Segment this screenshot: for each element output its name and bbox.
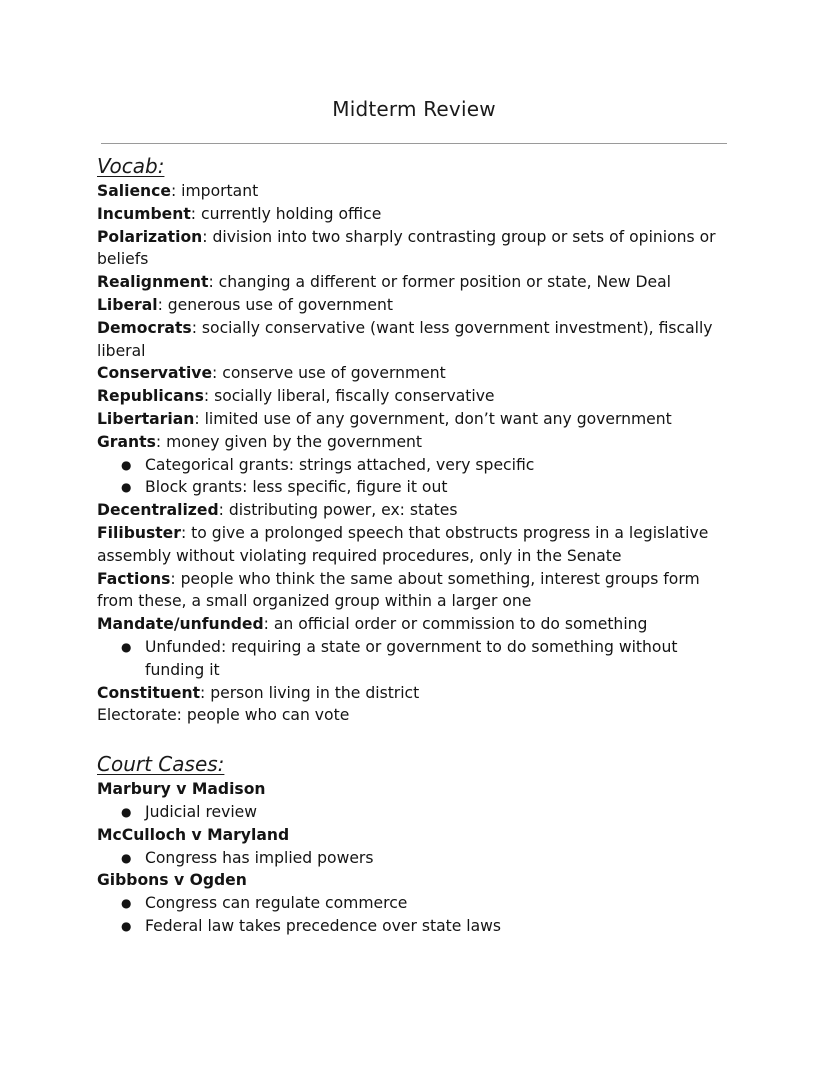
vocab-entry [97,499,733,522]
bullet-text: Judicial review [145,802,258,821]
vocab-heading: Vocab: [97,154,165,178]
vocab-term: Incumbent [97,204,191,223]
bullet-text: Unfunded: requiring a state or government to do something without funding it [145,637,678,679]
mandate-bullet-list [97,636,733,682]
vocab-definition: Electorate: people who can vote [97,706,350,725]
grants-bullet-list [97,454,733,500]
vocab-definition: : socially conservative (want less government investment), fiscally liberal [97,318,713,360]
title-divider [101,143,727,144]
case-title: Marbury v Madison [97,780,266,799]
vocab-definition: : socially liberal, fiscally conservative [203,387,495,406]
vocab-term: Democrats [97,318,192,337]
bullet-item [121,801,733,824]
vocab-entry [97,431,733,454]
page-title: Midterm Review [332,97,496,121]
vocab-term: Republicans [97,387,204,406]
vocab-definition: : generous use of government [157,295,393,314]
vocab-term: Constituent [97,683,201,702]
vocab-term: Liberal [97,295,158,314]
vocab-definition: : changing a different or former position or state, New Deal [208,273,671,292]
vocab-definition: : person living in the district [200,683,420,702]
vocab-entry [97,226,733,272]
bullet-dot-icon: ● [121,804,132,819]
case-title: Gibbons v Ogden [97,871,247,890]
vocab-entry [97,385,733,408]
bullet-dot-icon: ● [121,896,132,911]
vocab-term: Filibuster [97,523,181,542]
vocab-term: Mandate/unfunded [97,615,264,634]
vocab-entry [97,317,733,363]
vocab-definition: : conserve use of government [212,364,446,383]
bullet-text: Categorical grants: strings attached, very specific [145,455,535,474]
vocab-definition: : an official order or commission to do something [263,615,648,634]
vocab-term: Realignment [97,273,209,292]
vocab-entry [97,271,733,294]
vocab-definition: : distributing power, ex: states [218,501,458,520]
vocab-definition: : money given by the government [155,432,423,451]
bullet-dot-icon: ● [121,850,132,865]
bullet-item [121,454,733,477]
vocab-entry [97,408,733,431]
bullet-dot-icon: ● [121,480,132,495]
bullet-text: Congress can regulate commerce [145,894,408,913]
vocab-entry [97,568,733,614]
vocab-definition: : to give a prolonged speech that obstructs progress in a legislative assembly without violating required procedures, only in the Senate [97,523,709,565]
vocab-term: Factions [97,569,171,588]
court-cases-heading: Court Cases: [97,752,225,777]
vocab-entry [97,682,733,705]
bullet-text: Block grants: less specific, figure it out [145,478,448,497]
vocab-entry [97,294,733,317]
bullet-text: Federal law takes precedence over state laws [145,916,502,935]
vocab-term: Decentralized [97,501,219,520]
case-bullet-list [97,847,733,870]
bullet-dot-icon: ● [121,639,132,654]
vocab-entry [97,704,733,727]
bullet-dot-icon: ● [121,918,132,933]
vocab-definition: : currently holding office [190,204,382,223]
case-title: McCulloch v Maryland [97,825,290,844]
vocab-entry [97,362,733,385]
vocab-entry [97,180,733,203]
vocab-entry [97,522,733,568]
vocab-term: Salience [97,182,171,200]
bullet-text: Congress has implied powers [145,848,374,867]
vocab-term: Polarization [97,227,203,246]
bullet-item [121,892,733,915]
vocab-definition: : division into two sharply contrasting group or sets of opinions or beliefs [97,227,716,269]
vocab-term: Conservative [97,364,213,383]
bullet-item [121,847,733,870]
court-cases-list [97,778,733,938]
document-body [97,152,733,938]
vocab-term: Grants [97,432,156,451]
bullet-item [121,636,733,682]
case-bullet-list [97,892,733,938]
vocab-entry [97,203,733,226]
vocab-term: Libertarian [97,409,195,428]
bullet-item [121,476,733,499]
bullet-item [121,915,733,938]
case-bullet-list [97,801,733,824]
bullet-dot-icon: ● [121,457,132,472]
vocab-definition: : people who think the same about something, interest groups form from these, a small organized group within a larger one [97,569,700,611]
vocab-definition: : important [170,182,259,200]
vocab-definition: : limited use of any government, don’t want any government [194,409,672,428]
vocab-list [97,180,733,727]
vocab-entry [97,613,733,636]
